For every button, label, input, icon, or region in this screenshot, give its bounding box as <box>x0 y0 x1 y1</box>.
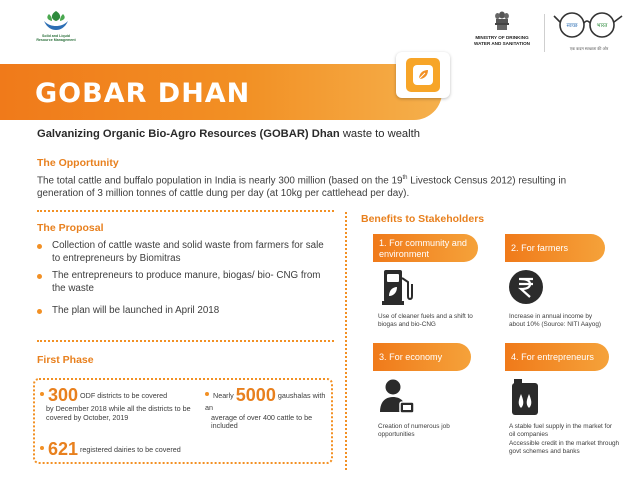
stat-number: 621 <box>48 439 79 459</box>
opportunity-heading: The Opportunity <box>37 157 119 169</box>
proposal-heading: The Proposal <box>37 222 104 234</box>
subtitle-bold: Galvanizing Organic Bio-Agro Resources (GOBAR) Dhan <box>37 128 340 140</box>
benefit-entrepreneurs-text: A stable fuel supply in the market for oil companies Accessible credit in the market through govt schemes and banks <box>509 423 620 456</box>
title-banner <box>0 64 442 120</box>
subtitle-rest: waste to wealth <box>339 128 420 140</box>
first-phase-heading: First Phase <box>37 354 94 366</box>
divider-top-left <box>37 210 334 212</box>
stat-dairies: 621 registered dairies to be covered <box>40 440 290 458</box>
stat-number: 300 <box>48 385 79 405</box>
proposal-list <box>37 240 327 323</box>
hands-leaf-icon <box>41 8 71 34</box>
benefit-farmers-text: Increase in annual income by about 10% (Source: NITI Aayog) <box>509 313 602 329</box>
header-divider <box>544 14 545 52</box>
bullet-icon <box>205 392 209 396</box>
ministry-logo <box>470 10 534 46</box>
worker-laptop-icon <box>378 378 416 416</box>
left-logo-caption-1: Solid and Liquid <box>42 34 70 38</box>
list-item: The entrepreneurs to produce manure, biogas/ bio- CNG from the waste <box>37 270 327 295</box>
bullet-icon <box>37 274 42 279</box>
list-item: The plan will be launched in April 2018 <box>37 305 327 318</box>
bharat-word: भारत <box>596 23 608 29</box>
bullet-icon <box>37 244 42 249</box>
benefit-farmers-label: 2. For farmers <box>505 234 605 262</box>
bullet-icon <box>40 392 44 396</box>
list-item: Collection of cattle waste and solid waste from farmers for sale to entrepreneurs by Biomitras <box>37 240 327 265</box>
bullet-icon <box>40 446 44 450</box>
benefit-entrepreneurs-label: 4. For entrepreneurs <box>505 343 609 371</box>
page-title: GOBAR DHAN <box>35 78 251 109</box>
rupee-coin-icon <box>508 269 544 305</box>
leaf-icon <box>416 68 430 82</box>
fuel-canister-icon <box>510 378 540 416</box>
benefit-economy-text: Creation of numerous job opportunities <box>378 423 450 439</box>
bullet-icon <box>37 309 42 314</box>
spectacles-icon <box>553 10 625 40</box>
ministry-caption-2: WATER AND SANITATION <box>474 40 530 46</box>
manure-bag-illustration <box>396 52 450 98</box>
divider-vertical <box>345 212 347 470</box>
stat-number: 5000 <box>235 385 276 405</box>
benefits-heading: Benefits to Stakeholders <box>361 213 485 225</box>
bag-icon <box>406 58 440 92</box>
subtitle <box>37 128 420 140</box>
benefit-community-text: Use of cleaner fuels and a shift to biogas and bio-CNG <box>378 313 473 329</box>
stat-gaushalas: Nearly 5000 gaushalas with an average of over 400 cattle to be included <box>205 385 326 431</box>
swachh-bharat-logo <box>553 10 625 52</box>
opportunity-text: The total cattle and buffalo population in India is nearly 300 million (based on the 19th Livestock Census 2012) resulting in generation of 3 million tonnes of cattle dung per day (at 10kg per cattlehead per day). <box>37 175 567 200</box>
swachh-tagline: एक कदम स्वच्छता की ओर <box>569 46 609 51</box>
swachh-word: स्वच्छ <box>566 23 578 29</box>
stat-districts: 300 ODF districts to be covered by December 2018 while all the districts to be covered by October, 2019 <box>40 386 200 422</box>
benefit-economy-label: 3. For economy <box>373 343 471 371</box>
national-emblem-icon <box>493 10 511 32</box>
benefit-community-label: 1. For community and environment <box>373 234 478 262</box>
left-logo-caption-2: Resource Management <box>36 38 76 43</box>
solid-liquid-resource-logo <box>30 8 82 43</box>
fuel-pump-leaf-icon <box>382 268 414 306</box>
ministry-caption-1: MINISTRY OF DRINKING <box>475 35 529 40</box>
divider-mid-left <box>37 340 334 342</box>
